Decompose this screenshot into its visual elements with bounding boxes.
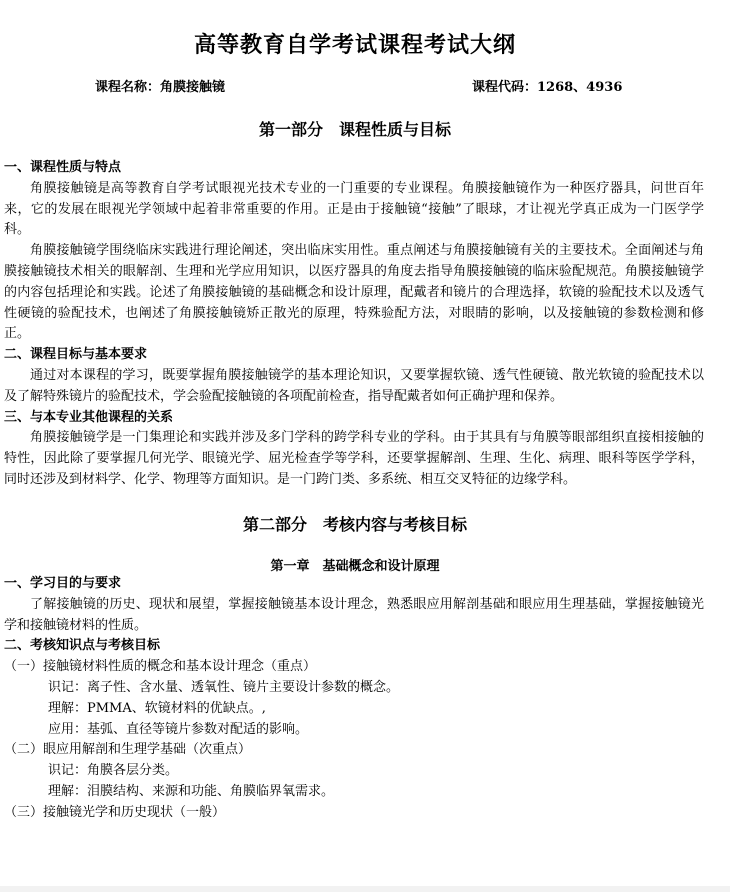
page-bottom-edge [0, 886, 730, 892]
paragraph: 角膜接触镜是高等教育自学考试眼视光技术专业的一门重要的专业课程。角膜接触镜作为一种医疗器具，问世百年来，它的发展在眼视光学领域中起着非常重要的作用。正是由于接触镜“接触”了眼球，才让视光学真正成为一门医学学科。 [4, 180, 704, 238]
section-heading: 二、课程目标与基本要求 [4, 347, 148, 363]
section-heading: 一、学习目的与要求 [4, 576, 122, 591]
part1-title: 第一部分 课程性质与目标 [258, 120, 451, 139]
chapter-title: 第一章 基础概念和设计原理 [270, 559, 440, 574]
document-title: 高等教育自学考试课程考试大纲 [193, 32, 516, 58]
section-heading: 二、考核知识点与考核目标 [4, 638, 161, 654]
list-item: （二）眼应用解剖和生理学基础（次重点） [4, 742, 252, 758]
part2-body [4, 574, 704, 824]
part2-title: 第二部分 考核内容与考核目标 [242, 515, 467, 534]
list-subitem: 理解：泪膜结构、来源和功能、角膜临界氧需求。 [48, 783, 335, 799]
list-item: （三）接触镜光学和历史现状（一般） [4, 804, 226, 820]
paragraph: 通过对本课程的学习，既要掌握角膜接触镜学的基本理论知识，又要掌握软镜、透气性硬镜、散光软镜的验配技术以及了解特殊镜片的验配技术，学会验配接触镜的各项配前检查，指导配戴者如何正确护理和保养。 [4, 367, 704, 404]
list-subitem: 识记：离子性、含水量、透氧性、镜片主要设计参数的概念。 [48, 679, 400, 695]
section-heading: 三、与本专业其他课程的关系 [4, 409, 174, 425]
course-name: 课程名称：角膜接触镜 [95, 80, 226, 95]
course-code: 课程代码：1268、4936 [472, 80, 623, 95]
course-meta [95, 76, 655, 94]
paragraph: 了解接触镜的历史、现状和展望，掌握接触镜基本设计理念，熟悉眼应用解剖基础和眼应用生理基础，掌握接触镜光学和接触镜材料的性质。 [4, 596, 704, 633]
list-subitem: 应用：基弧、直径等镜片参数对配适的影响。 [48, 721, 309, 737]
paragraph: 角膜接触镜学围绕临床实践进行理论阐述，突出临床实用性。重点阐述与角膜接触镜有关的主要技术。全面阐述与角膜接触镜技术相关的眼解剖、生理和光学应用知识，以医疗器具的角度去指导角膜接触镜的临床验配规范。角膜接触镜学的内容包括理论和实践。论述了角膜接触镜的基础概念和设计原理，配戴者和镜片的合理选择，软镜的验配技术以及透气性硬镜的验配技术，也阐述了角膜接触镜矫正散光的原理，特殊验配方法，对眼睛的影响，以及接触镜的参数检测和修正。 [4, 243, 704, 342]
part1-body [4, 158, 704, 491]
list-subitem: 识记：角膜各层分类。 [48, 763, 179, 779]
section-heading: 一、课程性质与特点 [4, 160, 122, 175]
list-item: （一）接触镜材料性质的概念和基本设计理念（重点） [4, 659, 317, 675]
paragraph: 角膜接触镜学是一门集理论和实践并涉及多门学科的跨学科专业的学科。由于其具有与角膜等眼部组织直接相接触的特性，因此除了要掌握几何光学、眼镜光学、屈光检查学等学科，还要掌握解剖、生理、生化、病理、眼科等医学学科，同时还涉及到材料学、化学、物理等方面知识。是一门跨门类、多系统、相互交叉特征的边缘学科。 [4, 430, 704, 487]
list-subitem: 理解：PMMA、软镜材料的优缺点。, [48, 700, 266, 716]
